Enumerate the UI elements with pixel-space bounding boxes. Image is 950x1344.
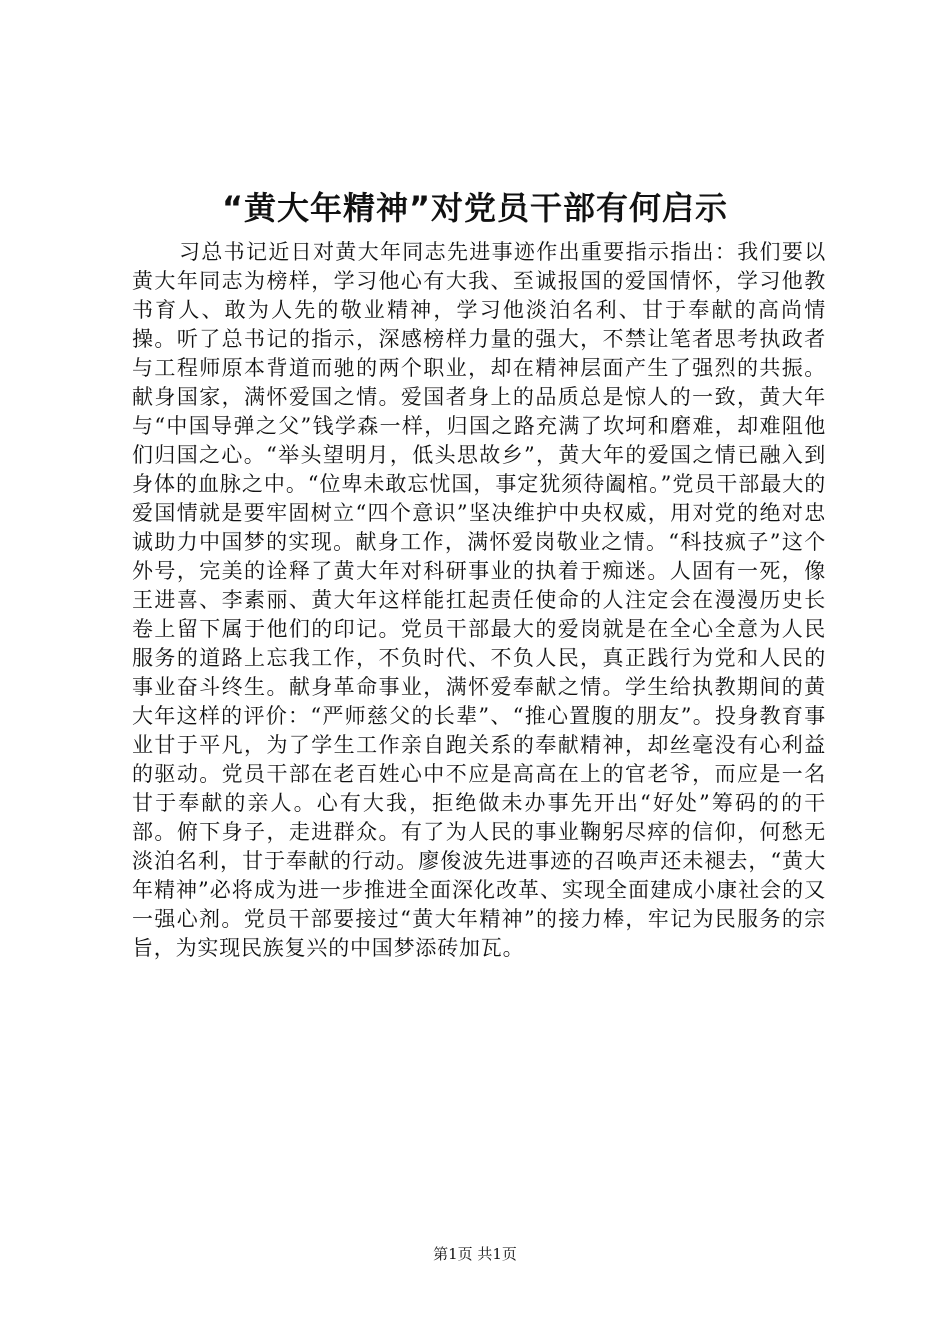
document-body: 习总书记近日对黄大年同志先进事迹作出重要指示指出：我们要以黄大年同志为榜样，学习他心有大我、至诚报国的爱国情怀，学习他教书育人、敢为人先的敬业精神，学习他淡泊名利、甘于奉献的高尚情操。听了总书记的指示，深感榜样力量的强大，不禁让笔者思考执政者与工程师原本背道而驰的两个职业，却在精神层面产生了强烈的共振。献身国家，满怀爱国之情。爱国者身上的品质总是惊人的一致，黄大年与“中国导弹之父”钱学森一样，归国之路充满了坎坷和磨难，却难阻他们归国之心。“举头望明月，低头思故乡”，黄大年的爱国之情已融入到身体的血脉之中。“位卑未敢忘忧国，事定犹须待阖棺。”党员干部最大的爱国情就是要牢固树立“四个意识”坚决维护中央权威，用对党的绝对忠诚助力中国梦的实现。献身工作，满怀爱岗敬业之情。“科技疯子”这个外号，完美的诠释了黄大年对科研事业的执着于痴迷。人固有一死，像王进喜、李素丽、黄大年这样能扛起责任使命的人注定会在漫漫历史长卷上留下属于他们的印记。党员干部最大的爱岗就是在全心全意为人民服务的道路上忘我工作，不负时代、不负人民，真正践行为党和人民的事业奋斗终生。献身革命事业，满怀爱奉献之情。学生给执教期间的黄大年这样的评价：“严师慈父的长辈”、“推心置腹的朋友”。投身教育事业甘于平凡，为了学生工作亲自跑关系的奉献精神，却丝毫没有心利益的驱动。党员干部在老百姓心中不应是高高在上的官老爷，而应是一名甘于奉献的亲人。心有大我，拒绝做未办事先开出“好处”筹码的的干部。俯下身子，走进群众。有了为人民的事业鞠躬尽瘁的信仰，何愁无淡泊名利，甘于奉献的行动。廖俊波先进事迹的召唤声还未褪去，“黄大年精神”必将成为进一步推进全面深化改革、实现全面建成小康社会的又一强心剂。党员干部要接过“黄大年精神”的接力棒，牢记为民服务的宗旨，为实现民族复兴的中国梦添砖加瓦。 bbox=[132, 240, 826, 960]
document-title: “黄大年精神”对党员干部有何启示 bbox=[221, 189, 729, 227]
page-footer: 第1页 共1页 bbox=[433, 1245, 517, 1263]
